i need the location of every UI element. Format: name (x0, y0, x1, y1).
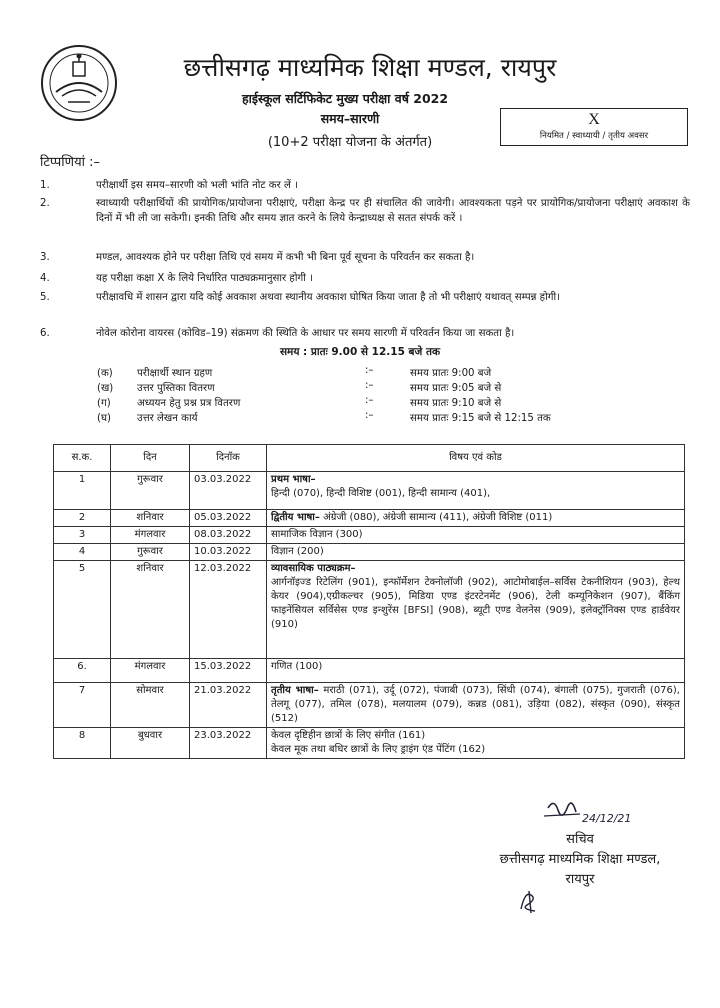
col-header-sn: स.क. (54, 445, 111, 472)
cell-day: सोमवार (111, 683, 190, 728)
timing-time: समय प्रातः 9:10 बजे से (410, 398, 502, 409)
table-row (54, 561, 685, 659)
cell-date: 12.03.2022 (190, 561, 267, 659)
cell-day: शनिवार (111, 561, 190, 659)
col-header-date: दिनॉक (190, 445, 267, 472)
timing-mark: (ग) (97, 398, 111, 409)
note-text: परीक्षावधि में शासन द्वारा यदि कोई अवकाश अथवा स्थानीय अवकाश घोषित किया जाता है तो भी परीक्षाएं यथावत् सम्पन्न होगी। (96, 292, 560, 303)
timing-time: समय प्रातः 9:15 बजे से 12:15 तक (410, 413, 551, 424)
note-item (40, 326, 690, 341)
signature-date: 24/12/21 (582, 812, 632, 825)
initials-mark-icon (515, 887, 545, 915)
timing-label: उत्तर पुस्तिका वितरण (137, 383, 215, 394)
note-number: 3. (40, 252, 50, 263)
timing-label: उत्तर लेखन कार्य (137, 413, 198, 424)
note-text: परीक्षार्थी इस समय–सारणी को भली भांति नोट कर लें । (96, 180, 298, 191)
cell-sn: 2 (54, 510, 111, 527)
cell-sn: 4 (54, 544, 111, 561)
table-row (54, 544, 685, 561)
notes-heading: टिप्पणियां :– (40, 155, 100, 170)
cell-date: 23.03.2022 (190, 728, 267, 759)
note-item (40, 290, 690, 305)
cell-subject (267, 510, 685, 527)
timing-sep: :– (365, 365, 374, 376)
cell-date: 03.03.2022 (190, 472, 267, 510)
class-box (500, 108, 688, 146)
cell-day: गुरूवार (111, 544, 190, 561)
cell-date: 10.03.2022 (190, 544, 267, 561)
cell-date: 15.03.2022 (190, 659, 267, 683)
cell-sn: 8 (54, 728, 111, 759)
designation: सचिव (566, 832, 594, 847)
timing-sep: :– (365, 380, 374, 391)
timing-time: समय प्रातः 9:05 बजे से (410, 383, 502, 394)
timing-mark: (घ) (97, 413, 111, 424)
subject-list: अंग्रेजी (080), अंग्रेजी सामान्य (411), अंग्रेजी विशिष्ट (011) (319, 512, 553, 523)
subject-list: हिन्दी (070), हिन्दी विशिष्ट (001), हिन्दी सामान्य (401), (271, 488, 491, 499)
table-row (54, 510, 685, 527)
signatory-block (470, 830, 690, 890)
cell-date: 05.03.2022 (190, 510, 267, 527)
timing-heading: समय : प्रातः 9.00 से 12.15 बजे तक (279, 346, 441, 358)
table-row (54, 527, 685, 544)
timing-time: समय प्रातः 9:00 बजे (410, 368, 492, 379)
timing-row (97, 365, 657, 380)
cell-sn: 1 (54, 472, 111, 510)
note-item (40, 271, 690, 286)
cell-day: बुधवार (111, 728, 190, 759)
subject-title: तृतीय भाषा– (271, 685, 319, 696)
candidate-category: नियमित / स्वाध्यायी / तृतीय अवसर (539, 131, 649, 141)
note-text: मण्डल, आवश्यक होने पर परीक्षा तिथि एवं समय में कभी भी बिना पूर्व सूचना के परिवर्तन कर सकता है। (96, 252, 475, 263)
cell-subject (267, 728, 685, 759)
note-text: नोवेल कोरोना वायरस (कोविड–19) संक्रमण की स्थिति के आधार पर समय सारणी में परिवर्तन किया जा सकता है। (96, 328, 515, 339)
subject-title: प्रथम भाषा– (271, 474, 316, 485)
note-number: 6. (40, 328, 50, 339)
table-row (54, 659, 685, 683)
cell-day: मंगलवार (111, 659, 190, 683)
signatory-org: छत्तीसगढ़ माध्यमिक शिक्षा मण्डल, (499, 852, 661, 867)
timing-mark: (ख) (97, 383, 114, 394)
col-header-subject: विषय एवं कोड (267, 445, 685, 472)
table-row (54, 472, 685, 510)
board-seal-icon (40, 44, 118, 122)
cell-subject: गणित (100) (267, 659, 685, 683)
subject-title: व्यावसायिक पाठ्यक्रम– (271, 563, 356, 574)
exam-schedule-table (53, 444, 685, 759)
timing-sep: :– (365, 410, 374, 421)
cell-day: गुरूवार (111, 472, 190, 510)
cell-sn: 6. (54, 659, 111, 683)
cell-date: 08.03.2022 (190, 527, 267, 544)
timing-label: परीक्षार्थी स्थान ग्रहण (137, 368, 213, 379)
subject-list: मराठी (071), उर्दू (072), पंजाबी (073), सिंधी (074), बंगाली (075), गुजराती (076), तेलगू (077), तमिल (078), मलयालम (079), कन्नड (081), उड़िया (082), संस्कृत (090), संस्कृत (512) (271, 685, 680, 724)
note-item (40, 250, 690, 265)
subject-title: द्वितीय भाषा– (271, 512, 320, 523)
timing-label: अध्ययन हेतु प्रश्न प्रत्र वितरण (137, 398, 241, 409)
timing-row (97, 410, 657, 425)
note-number: 4. (40, 273, 50, 284)
signatory-city: रायपुर (565, 872, 595, 887)
cell-day: शनिवार (111, 510, 190, 527)
note-number: 2. (40, 198, 50, 209)
board-title: छत्तीसगढ़ माध्यमिक शिक्षा मण्डल, रायपुर (183, 53, 557, 82)
cell-subject: विज्ञान (200) (267, 544, 685, 561)
timing-row (97, 380, 657, 395)
subject-list: केवल दृष्टिहीन छात्रों के लिए संगीत (161) केवल मूक तथा बधिर छात्रों के लिए ड्राइंग एंड पेंटिंग (162) (271, 730, 486, 755)
timing-row (97, 395, 657, 410)
table-header-row (54, 445, 685, 472)
cell-subject (267, 472, 685, 510)
note-number: 5. (40, 292, 50, 303)
subject-list: आर्गनॉइज्ड रिटेलिंग (901), इन्फॉर्मेशन टेक्नोलॉजी (902), आटोमोबाईल–सर्विस टेकनीशियन (903), हेल्थ केयर (904),एग्रीकल्चर (905), मिडिया एण्ड इंटरटेनमेंट (906), टेली कम्यूनिकेशन (907), बैंकिंग फाइनेंसियल सर्विसेस एण्ड इन्शुरेंस [BFSI] (908), ब्यूटी एण्ड वेलनेस (909), इलेक्ट्रॉनिक्स एण्ड हार्डवेयर (910) (271, 577, 680, 630)
note-item (40, 178, 690, 193)
col-header-day: दिन (111, 445, 190, 472)
note-text: स्वाध्यायी परीक्षार्थियों की प्रायोगिक/प्रायोजना परीक्षाएं, परीक्षा केन्द्र पर ही संचालित की जावेगी। आवश्यकता पड़ने पर प्रायोगिक/प्रायोजना परीक्षाएं अवकाश के दिनों में भी ली जा सकेगी। इनकी तिथि और समय ज्ञात करने के लिये केन्द्राध्यक्ष से सतत संपर्क करें । (96, 198, 690, 224)
class-mark: X (588, 111, 600, 128)
table-row (54, 728, 685, 759)
cell-subject: सामाजिक विज्ञान (300) (267, 527, 685, 544)
note-item (40, 196, 690, 226)
cell-subject (267, 561, 685, 659)
timing-mark: (क) (97, 368, 113, 379)
cell-date: 21.03.2022 (190, 683, 267, 728)
note-number: 1. (40, 180, 50, 191)
cell-day: मंगलवार (111, 527, 190, 544)
scheme-note: (10+2 परीक्षा योजना के अंतर्गत) (267, 135, 433, 150)
cell-sn: 3 (54, 527, 111, 544)
exam-title: हाईस्कूल सर्टिफिकेट मुख्य परीक्षा वर्ष 2022 (241, 91, 449, 106)
handwritten-signature-icon (540, 796, 640, 832)
cell-subject (267, 683, 685, 728)
cell-sn: 7 (54, 683, 111, 728)
doc-type: समय–सारणी (320, 111, 380, 126)
table-row (54, 683, 685, 728)
cell-sn: 5 (54, 561, 111, 659)
note-text: यह परीक्षा कक्षा X के लिये निर्धारित पाठ्यक्रमानुसार होगी । (96, 273, 313, 284)
timing-sep: :– (365, 395, 374, 406)
